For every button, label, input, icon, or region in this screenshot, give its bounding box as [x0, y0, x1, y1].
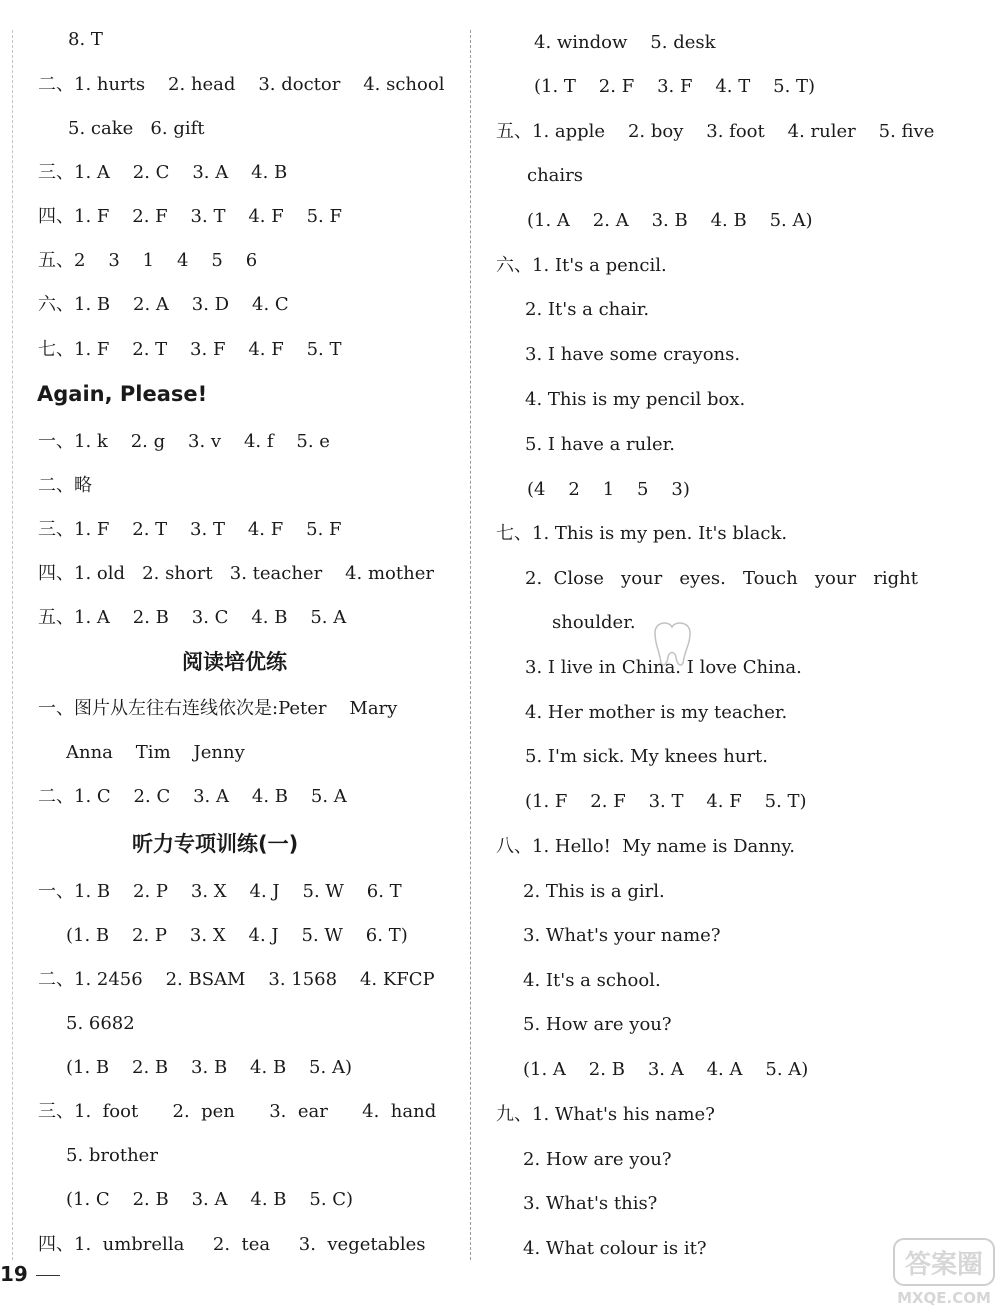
answer-line: 5. How are you? — [523, 1014, 672, 1035]
watermark-url: MXQE.COM — [897, 1289, 991, 1307]
watermark-logo — [890, 1235, 1000, 1309]
answer-line: 五、2 3 1 4 5 6 — [38, 250, 258, 271]
answer-line: 3. What's this? — [523, 1193, 658, 1214]
answer-line: 3. I have some crayons. — [525, 344, 741, 365]
answer-line: 二、1. 2456 2. BSAM 3. 1568 4. KFCP — [38, 969, 435, 990]
answer-line: 五、1. apple 2. boy 3. foot 4. ruler 5. five — [496, 121, 935, 142]
watermark-title: 答案圈 — [904, 1250, 984, 1280]
answer-line: 5. I'm sick. My knees hurt. — [525, 746, 768, 767]
answer-line: 5. brother — [66, 1145, 158, 1166]
answer-line: 三、1. A 2. C 3. A 4. B — [38, 162, 288, 183]
answer-line: (1. F 2. F 3. T 4. F 5. T) — [525, 791, 807, 812]
answer-line: chairs — [527, 165, 584, 186]
answer-line: 一、图片从左往右连线依次是:Peter Mary — [38, 698, 398, 719]
answer-line: (1. B 2. P 3. X 4. J 5. W 6. T) — [66, 925, 408, 946]
tooth-stamp-icon — [645, 615, 700, 670]
answer-line: 四、1. F 2. F 3. T 4. F 5. F — [38, 206, 342, 227]
answer-line: 4. This is my pencil box. — [525, 389, 746, 410]
answer-line: shoulder. — [552, 612, 636, 633]
answer-line: 4. window 5. desk — [534, 32, 716, 53]
column-divider — [470, 30, 471, 1260]
answer-line: 2. Close your eyes. Touch your right — [525, 568, 918, 589]
section-heading: 听力专项训练(一) — [132, 832, 299, 856]
answer-line: 8. T — [68, 29, 103, 50]
answer-line: 2. It's a chair. — [525, 299, 650, 320]
answer-line: 4. It's a school. — [523, 970, 661, 991]
answer-line: 5. 6682 — [66, 1013, 135, 1034]
answer-line: (1. T 2. F 3. F 4. T 5. T) — [534, 76, 816, 97]
answer-line: 七、1. F 2. T 3. F 4. F 5. T — [38, 339, 342, 360]
answer-line: 六、1. B 2. A 3. D 4. C — [38, 294, 289, 315]
answer-line: 3. What's your name? — [523, 925, 721, 946]
answer-line: 二、1. hurts 2. head 3. doctor 4. school — [38, 74, 445, 95]
margin-rule — [12, 30, 13, 1260]
answer-line: 七、1. This is my pen. It's black. — [496, 523, 788, 544]
answer-line: (1. A 2. B 3. A 4. A 5. A) — [523, 1059, 809, 1080]
answer-line: 三、1. foot 2. pen 3. ear 4. hand — [38, 1101, 437, 1122]
answer-line: Anna Tim Jenny — [66, 742, 245, 763]
answer-line: 四、1. old 2. short 3. teacher 4. mother — [38, 563, 434, 584]
answer-line: 4. What colour is it? — [523, 1238, 707, 1259]
answer-line: (1. B 2. B 3. B 4. B 5. A) — [66, 1057, 352, 1078]
section-heading: 阅读培优练 — [182, 650, 287, 674]
answer-line: 5. I have a ruler. — [525, 434, 676, 455]
answer-line: 二、略 — [38, 475, 92, 496]
answer-line: 八、1. Hello! My name is Danny. — [496, 836, 795, 857]
answer-line: (1. A 2. A 3. B 4. B 5. A) — [527, 210, 813, 231]
page-number-dash — [36, 1275, 60, 1276]
answer-line: 三、1. F 2. T 3. T 4. F 5. F — [38, 519, 342, 540]
answer-line: 3. I live in China. I love China. — [525, 657, 802, 678]
answer-line: 九、1. What's his name? — [496, 1104, 715, 1125]
answer-line: (4 2 1 5 3) — [527, 479, 690, 500]
answer-line: 五、1. A 2. B 3. C 4. B 5. A — [38, 607, 347, 628]
answer-line: 5. cake 6. gift — [68, 118, 205, 139]
answer-line: 2. This is a girl. — [523, 881, 665, 902]
section-heading: Again, Please! — [37, 382, 208, 406]
answer-line: 4. Her mother is my teacher. — [525, 702, 788, 723]
answer-line: 2. How are you? — [523, 1149, 672, 1170]
answer-line: 二、1. C 2. C 3. A 4. B 5. A — [38, 786, 347, 807]
page-number: 19 — [0, 1262, 28, 1286]
answer-line: 六、1. It's a pencil. — [496, 255, 667, 276]
answer-line: (1. C 2. B 3. A 4. B 5. C) — [66, 1189, 354, 1210]
answer-line: 一、1. B 2. P 3. X 4. J 5. W 6. T — [38, 881, 402, 902]
answer-line: 一、1. k 2. g 3. v 4. f 5. e — [38, 431, 330, 452]
answer-line: 四、1. umbrella 2. tea 3. vegetables — [38, 1234, 426, 1255]
